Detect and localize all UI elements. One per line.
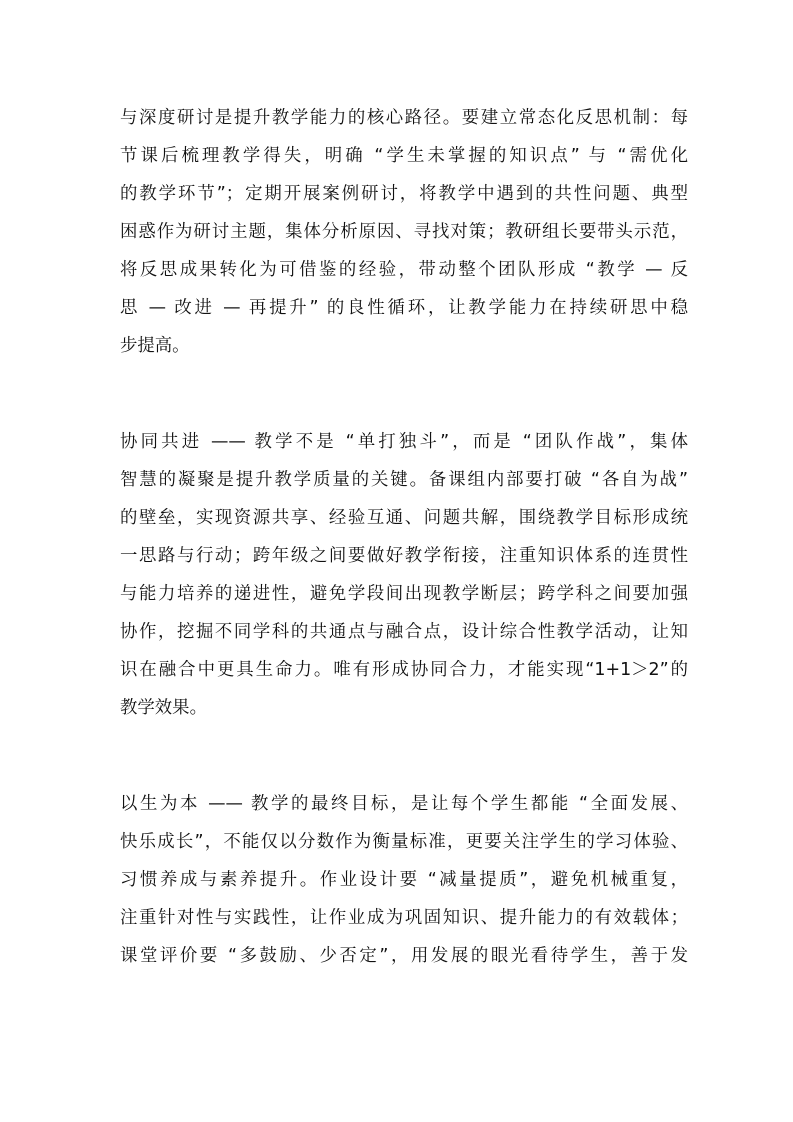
paragraph-line: 步提高。 — [120, 336, 190, 356]
paragraph-line: 习惯养成与素养提升。作业设计要 “减量提质”，避免机械重复， — [120, 870, 688, 890]
paragraph-line: 教学效果。 — [120, 698, 207, 718]
paragraph-line: 与能力培养的递进性，避免学段间出现教学断层；跨学科之间要加强 — [120, 584, 688, 604]
paragraph-line: 智慧的凝聚是提升教学质量的关键。备课组内部要打破 “各自为战” — [120, 470, 688, 490]
paragraph-line: 困惑作为研讨主题，集体分析原因、寻找对策；教研组长要带头示范， — [120, 222, 688, 242]
paragraph-line: 快乐成长”，不能仅以分数作为衡量标准，更要关注学生的学习体验、 — [120, 832, 688, 852]
paragraph-line: 以生为本 —— 教学的最终目标，是让每个学生都能 “全面发展、 — [120, 794, 688, 814]
paragraph-line: 的壁垒，实现资源共享、经验互通、问题共解，围绕教学目标形成统 — [120, 508, 688, 528]
paragraph-line: 一思路与行动；跨年级之间要做好教学衔接，注重知识体系的连贯性 — [120, 546, 688, 566]
paragraph-line: 注重针对性与实践性，让作业成为巩固知识、提升能力的有效载体； — [120, 908, 688, 928]
paragraph-line: 节课后梳理教学得失，明确 “学生未掌握的知识点” 与 “需优化 — [120, 146, 688, 166]
paragraph-line: 协作，挖掘不同学科的共通点与融合点，设计综合性教学活动，让知 — [120, 622, 688, 642]
paragraph-line: 与深度研讨是提升教学能力的核心路径。要建立常态化反思机制：每 — [120, 108, 688, 128]
paragraph-line: 将反思成果转化为可借鉴的经验，带动整个团队形成 “教学 — 反 — [120, 260, 688, 280]
paragraph-line: 的教学环节”；定期开展案例研讨，将教学中遇到的共性问题、典型 — [120, 184, 688, 204]
paragraph-line: 识在融合中更具生命力。唯有形成协同合力，才能实现“1+1＞2”的 — [120, 660, 688, 680]
paragraph-line: 思 — 改进 — 再提升” 的良性循环，让教学能力在持续研思中稳 — [120, 298, 688, 318]
paragraph-line: 课堂评价要 “多鼓励、少否定”，用发展的眼光看待学生，善于发 — [120, 946, 688, 966]
paragraph-line: 协同共进 —— 教学不是 “单打独斗”，而是 “团队作战”，集体 — [120, 432, 688, 452]
